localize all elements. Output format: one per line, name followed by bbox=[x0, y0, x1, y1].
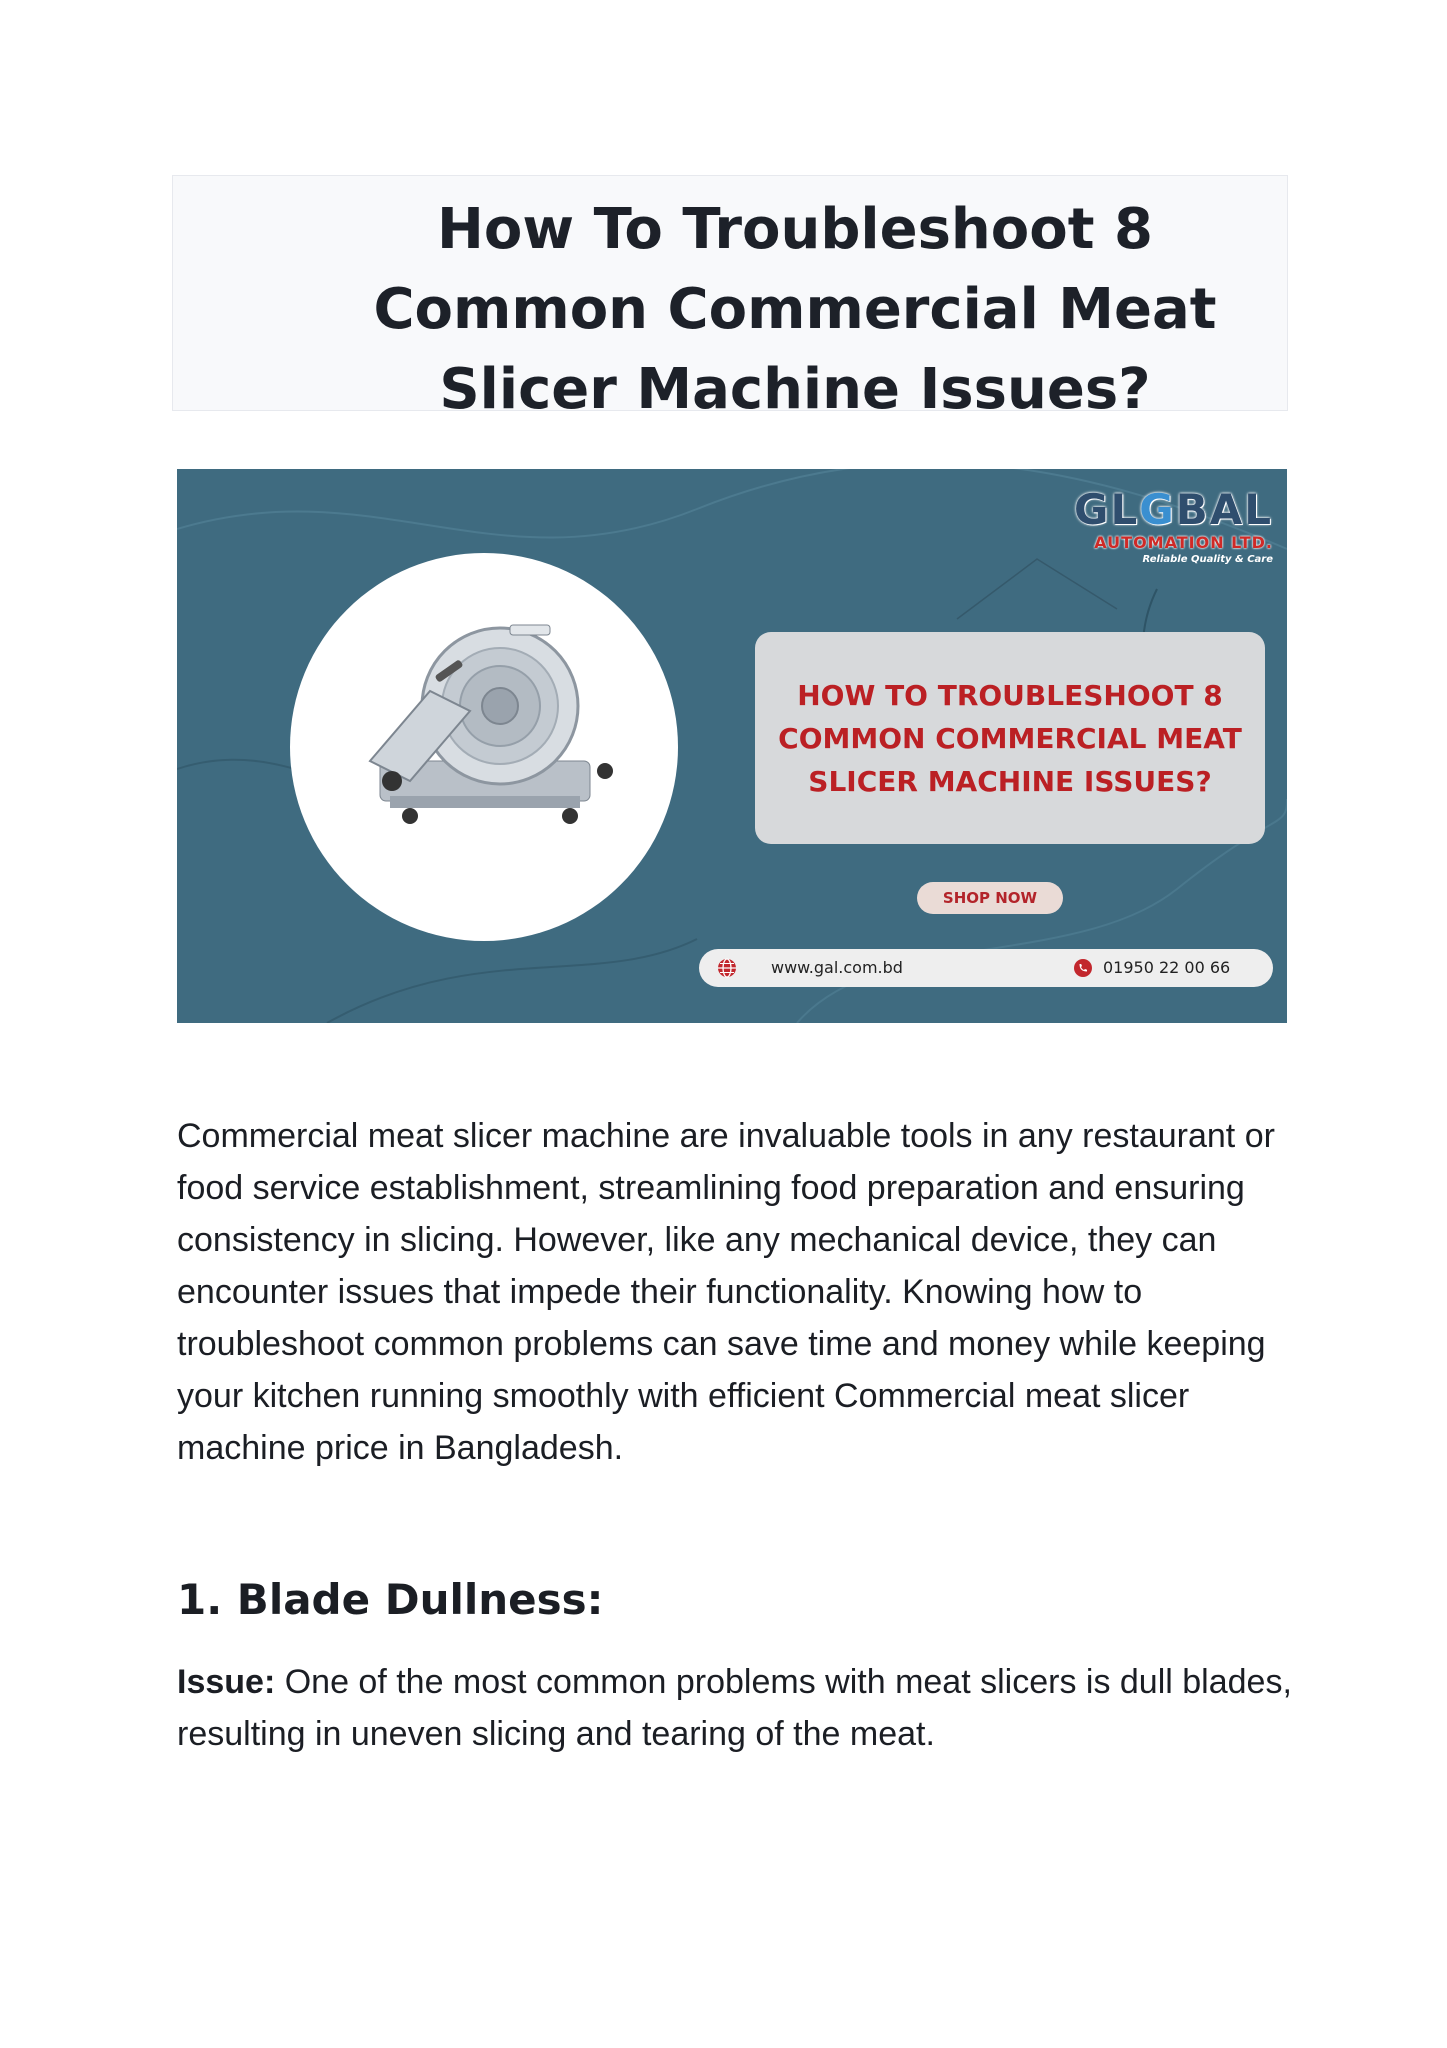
logo-subtitle: AUTOMATION LTD. bbox=[1094, 533, 1273, 552]
promo-banner bbox=[177, 469, 1287, 1023]
logo-globe-letter: G bbox=[1139, 485, 1176, 534]
issue-text: One of the most common problems with meat slicers is dull blades, resulting in uneven slicing and tearing of the meat. bbox=[177, 1663, 1292, 1753]
issue-label: Issue: bbox=[177, 1663, 276, 1701]
logo-word-suffix: BAL bbox=[1175, 485, 1273, 534]
page-title: How To Troubleshoot 8 Common Commercial Meat Slicer Machine Issues? bbox=[373, 197, 1217, 422]
phone-number[interactable]: 01950 22 00 66 bbox=[1103, 958, 1231, 977]
title-box bbox=[172, 175, 1288, 422]
product-image-circle bbox=[290, 553, 678, 941]
globe-icon bbox=[717, 958, 737, 978]
logo-word-prefix: GL bbox=[1073, 485, 1140, 534]
issue-paragraph bbox=[177, 1656, 1307, 1760]
promo-text: HOW TO TROUBLESHOOT 8 COMMON COMMERCIAL MEAT SLICER MACHINE ISSUES? bbox=[778, 678, 1242, 798]
website-link[interactable]: www.gal.com.bd bbox=[771, 958, 903, 977]
meat-slicer-image bbox=[350, 611, 620, 851]
contact-bar bbox=[699, 949, 1273, 987]
section-heading-blade-dullness: 1. Blade Dullness: bbox=[177, 1575, 604, 1624]
logo-wordmark bbox=[1074, 487, 1273, 533]
global-automation-logo bbox=[1074, 487, 1273, 567]
logo-tagline: Reliable Quality & Care bbox=[1142, 554, 1273, 565]
intro-paragraph: Commercial meat slicer machine are invaluable tools in any restaurant or food service establishment, streamlining food preparation and ensuring consistency in slicing. However, like any mechanical device, they can encounter issues that impede their functionality. Knowing how to troubleshoot common problems can save time and money while keeping your kitchen running smoothly with efficient Commercial meat slicer machine price in Bangladesh. bbox=[177, 1117, 1275, 1467]
whatsapp-icon bbox=[1073, 958, 1093, 978]
shop-now-button[interactable]: SHOP NOW bbox=[917, 882, 1063, 914]
promo-text-box bbox=[755, 632, 1265, 844]
